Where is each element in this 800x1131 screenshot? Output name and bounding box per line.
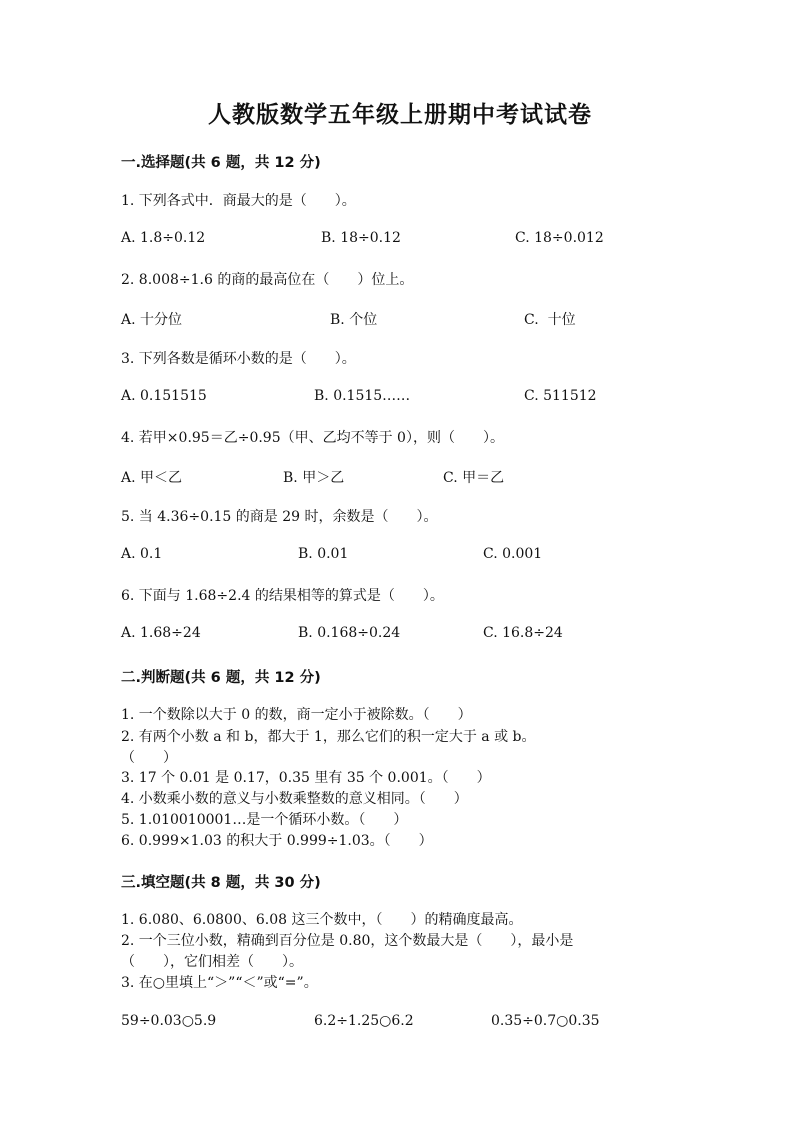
fill-line-1: 1. 6.080、6.0800、6.08 这三个数中，（ ）的精确度最高。 xyxy=(121,912,523,928)
section-heading-choice: 一.选择题(共 6 题，共 12 分) xyxy=(121,155,321,171)
judgment-line-2-cont: （ ） xyxy=(121,750,177,766)
compare-item-3: 0.35÷0.7○0.35 xyxy=(491,1013,600,1029)
option-4b: B. 甲＞乙 xyxy=(283,470,345,486)
option-2b: B. 个位 xyxy=(330,312,378,328)
option-5a: A. 0.1 xyxy=(121,546,163,562)
question-3: 3. 下列各数是循环小数的是（ ）。 xyxy=(121,351,356,367)
judgment-line-1: 1. 一个数除以大于 0 的数，商一定小于被除数。（ ） xyxy=(121,707,472,723)
question-5: 5. 当 4.36÷0.15 的商是 29 时，余数是（ ）。 xyxy=(121,509,438,525)
question-2: 2. 8.008÷1.6 的商的最高位在（ ）位上。 xyxy=(121,272,414,288)
option-2c: C. 十位 xyxy=(524,312,576,328)
option-1b: B. 18÷0.12 xyxy=(321,230,401,246)
option-6b: B. 0.168÷0.24 xyxy=(298,625,401,641)
judgment-line-6: 6. 0.999×1.03 的积大于 0.999÷1.03。（ ） xyxy=(121,833,433,849)
option-1c: C. 18÷0.012 xyxy=(515,230,604,246)
compare-item-1: 59÷0.03○5.9 xyxy=(121,1013,217,1029)
compare-item-2: 6.2÷1.25○6.2 xyxy=(314,1013,414,1029)
section-heading-judgment: 二.判断题(共 6 题，共 12 分) xyxy=(121,670,321,686)
option-5c: C. 0.001 xyxy=(483,546,543,562)
judgment-line-5: 5. 1.010010001…是一个循环小数。（ ） xyxy=(121,812,408,828)
option-4a: A. 甲＜乙 xyxy=(121,470,183,486)
option-3a: A. 0.151515 xyxy=(121,388,207,404)
judgment-line-2: 2. 有两个小数 a 和 b，都大于 1，那么它们的积一定大于 a 或 b。 xyxy=(121,729,536,745)
page-title: 人教版数学五年级上册期中考试试卷 xyxy=(208,102,592,128)
question-4: 4. 若甲×0.95＝乙÷0.95（甲、乙均不等于 0），则（ ）。 xyxy=(121,430,504,446)
question-1: 1. 下列各式中．商最大的是（ ）。 xyxy=(121,193,356,209)
fill-line-2-cont: （ ），它们相差（ ）。 xyxy=(121,954,303,970)
option-1a: A. 1.8÷0.12 xyxy=(121,230,206,246)
option-3c: C. 511512 xyxy=(524,388,597,404)
fill-line-2: 2. 一个三位小数，精确到百分位是 0.80，这个数最大是（ ），最小是 xyxy=(121,933,574,949)
fill-line-3: 3. 在○里填上“＞”“＜”或“=”。 xyxy=(121,975,318,991)
option-5b: B. 0.01 xyxy=(298,546,349,562)
option-6a: A. 1.68÷24 xyxy=(121,625,201,641)
option-4c: C. 甲＝乙 xyxy=(443,470,505,486)
judgment-line-4: 4. 小数乘小数的意义与小数乘整数的意义相同。（ ） xyxy=(121,791,468,807)
question-6: 6. 下面与 1.68÷2.4 的结果相等的算式是（ ）。 xyxy=(121,588,444,604)
option-3b: B. 0.1515…… xyxy=(314,388,411,404)
option-2a: A. 十分位 xyxy=(121,312,183,328)
section-heading-fill: 三.填空题(共 8 题，共 30 分) xyxy=(121,875,321,891)
option-6c: C. 16.8÷24 xyxy=(483,625,563,641)
judgment-line-3: 3. 17 个 0.01 是 0.17，0.35 里有 35 个 0.001。（ ） xyxy=(121,770,491,786)
